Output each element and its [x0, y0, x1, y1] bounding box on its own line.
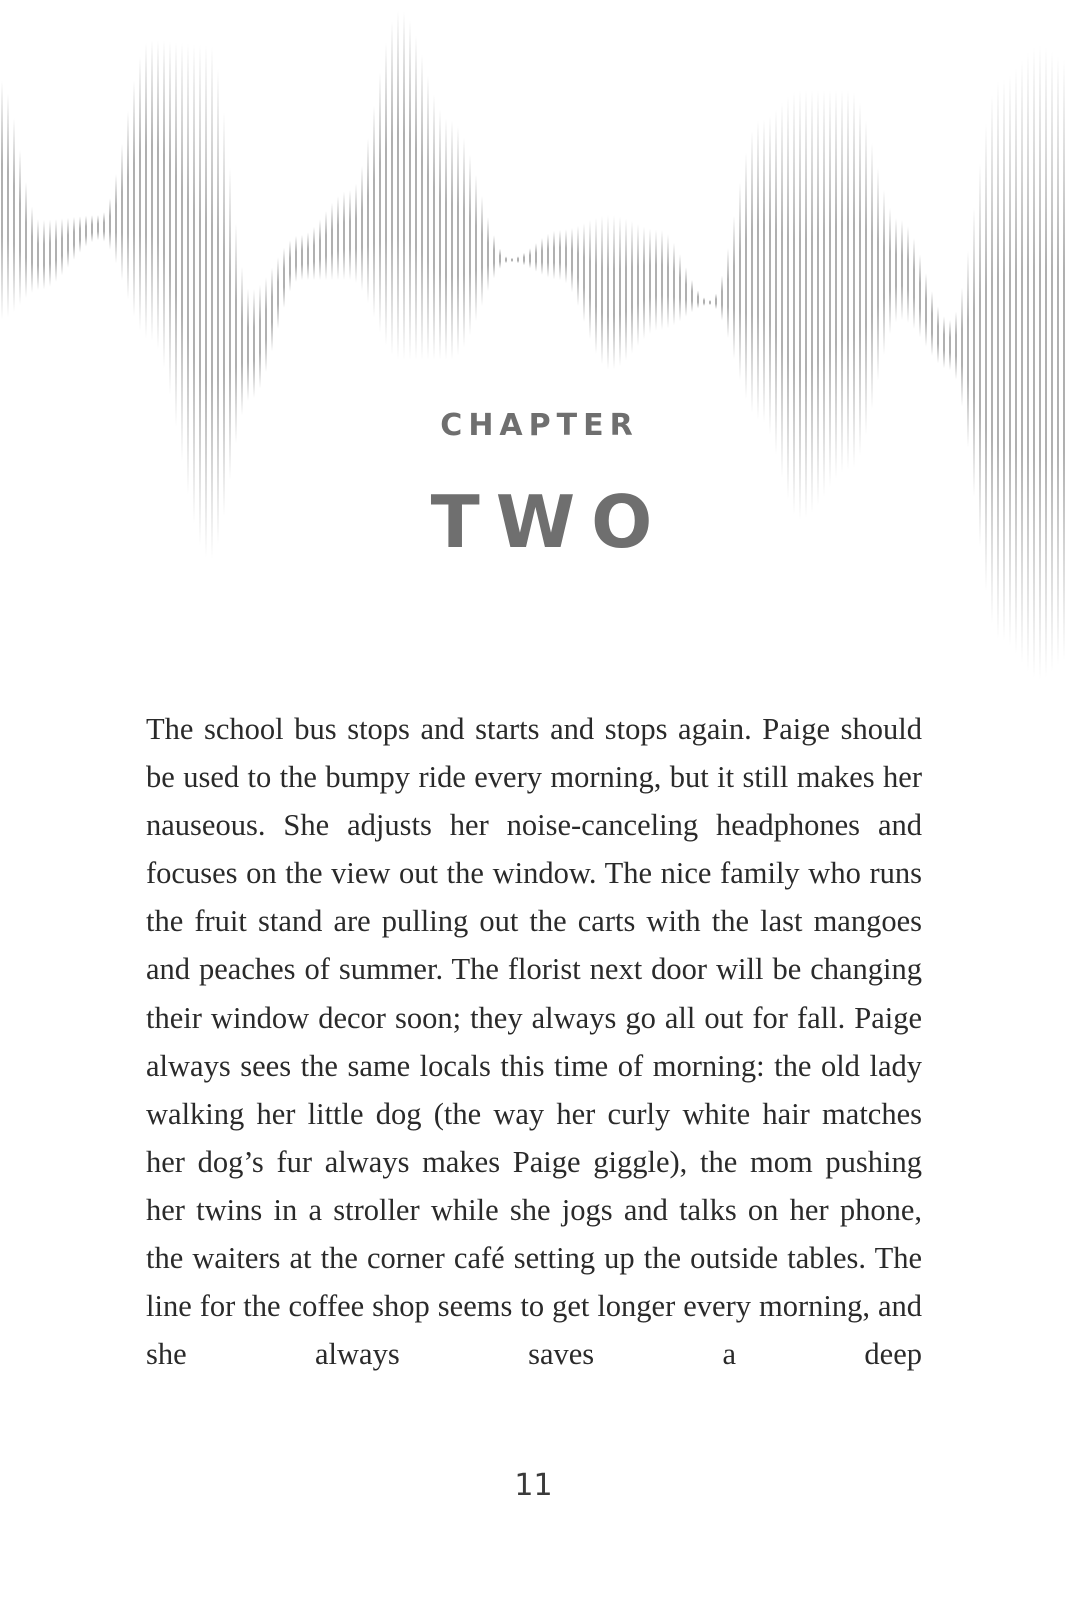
chapter-number: TWO — [430, 480, 669, 564]
body-paragraph: The school bus stops and starts and stops again. Paige should be used to the bumpy ride every morning, but it still makes her nauseous. She adjusts her noise-canceling headphones and focuses on the view out the window. The nice family who runs the fruit stand are pulling out the carts with the last mangoes and peaches of summer. The florist next door will be changing their window decor soon; they always go all out for fall. Paige always sees the same locals this time of morning: the old lady walking her little dog (the way her curly white hair matches her dog’s fur always makes Paige giggle), the mom pushing her twins in a stroller while she jogs and talks on her phone, the waiters at the corner café setting up the outside tables. The line for the coffee shop seems to get longer every morning, and she always saves a deep — [146, 712, 922, 1372]
page-number: 11 — [514, 1468, 553, 1503]
sound-wave-decoration — [0, 0, 1067, 700]
chapter-label: CHAPTER — [440, 408, 639, 443]
